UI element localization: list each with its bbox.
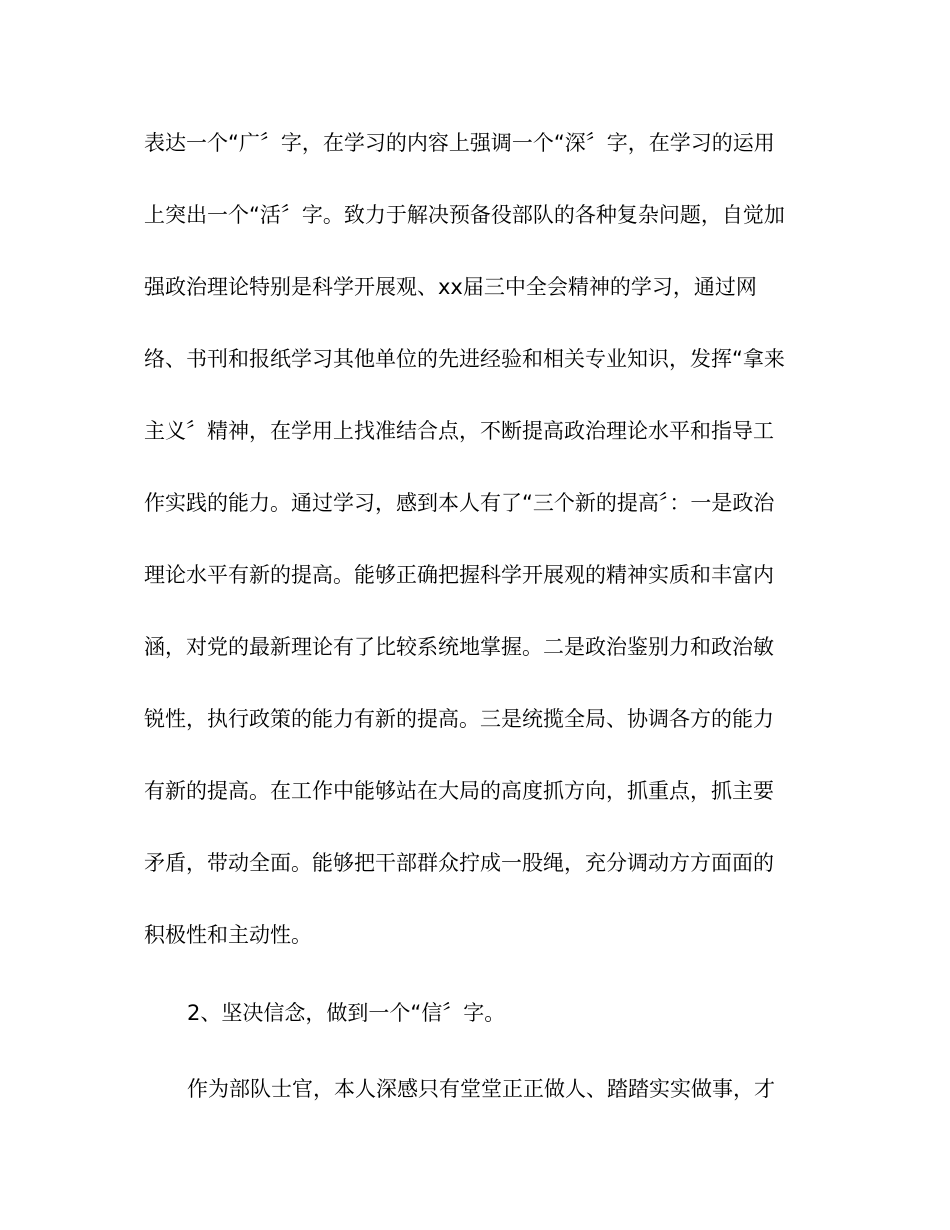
text-line: 主义〞精神，在学用上找准结合点，不断提高政治理论水平和指导工	[144, 419, 774, 443]
text-line: 上突出一个“活〞字。致力于解决预备役部队的各种复杂问题，自觉加	[144, 203, 785, 227]
text-line: 络、书刊和报纸学习其他单位的先进经验和相关专业知识，发挥“拿来	[144, 347, 785, 371]
text-line: 作实践的能力。通过学习，感到本人有了“三个新的提高〞：一是政治	[144, 491, 775, 515]
text-line: 有新的提高。在工作中能够站在大局的高度抓方向，抓重点，抓主要	[144, 779, 774, 803]
text-line: 强政治理论特别是科学开展观、xx届三中全会精神的学习，通过网	[144, 275, 757, 299]
text-line: 涵，对党的最新理论有了比较系统地掌握。二是政治鉴别力和政治敏	[144, 635, 774, 659]
text-line: 锐性，执行政策的能力有新的提高。三是统揽全局、协调各方的能力	[144, 707, 774, 731]
text-line: 表达一个“广〞字，在学习的内容上强调一个“深〞字，在学习的运用	[144, 131, 775, 155]
text-line: 理论水平有新的提高。能够正确把握科学开展观的精神实质和丰富内	[144, 563, 774, 587]
text-line: 矛盾，带动全面。能够把干部群众拧成一股绳，充分调动方方面面的	[144, 851, 774, 875]
paragraph-first-line: 作为部队士官，本人深感只有堂堂正正做人、踏踏实实做事，才	[187, 1077, 775, 1101]
section-heading: 2、坚决信念，做到一个“信〞字。	[187, 1001, 506, 1025]
text-line: 积极性和主动性。	[144, 923, 312, 947]
